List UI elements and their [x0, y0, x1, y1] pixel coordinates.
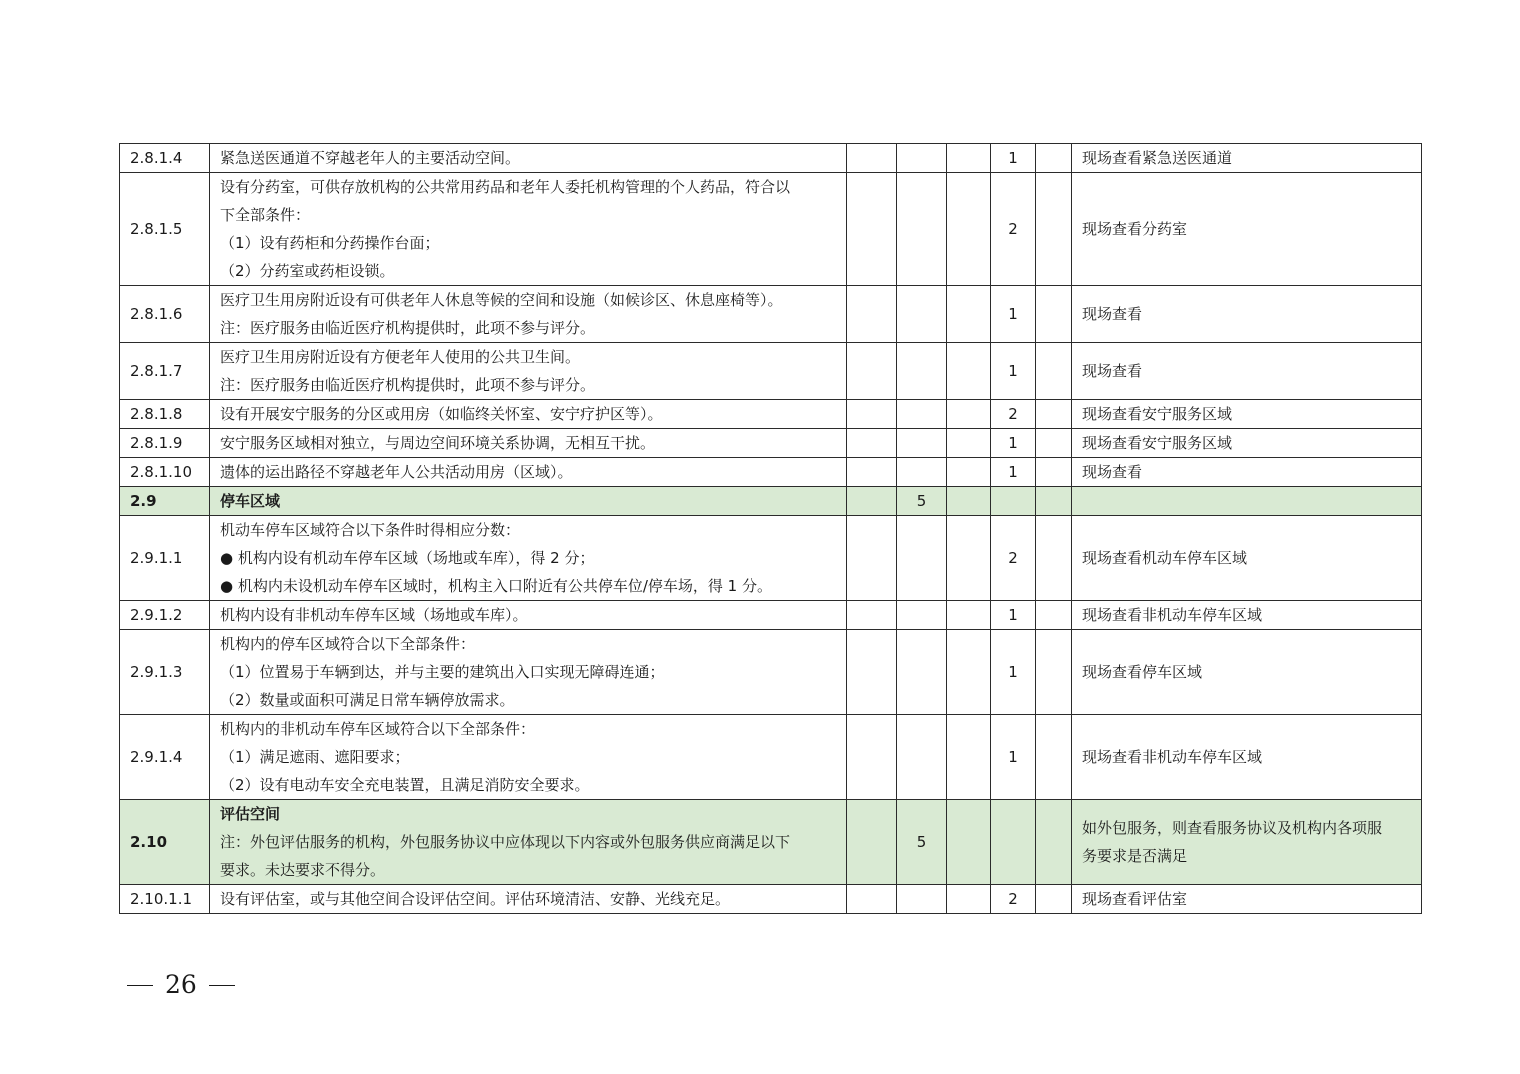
- method-line: 现场查看非机动车停车区域: [1082, 606, 1263, 624]
- item-code: 2.9.1.4: [120, 715, 210, 800]
- score-cell: [947, 173, 991, 286]
- score-cell: [847, 429, 897, 458]
- description-line: ● 机构内设有机动车停车区域（场地或车库），得 2 分；: [220, 549, 595, 567]
- description-line: 机构内的停车区域符合以下全部条件：: [220, 635, 476, 653]
- method-line: 现场查看紧急送医通道: [1082, 149, 1233, 167]
- score-cell: [947, 516, 991, 601]
- item-code: 2.8.1.5: [120, 173, 210, 286]
- score-cell: [847, 286, 897, 343]
- item-score: 2: [991, 173, 1036, 286]
- item-code: 2.8.1.10: [120, 458, 210, 487]
- description-line: 注：医疗服务由临近医疗机构提供时，此项不参与评分。: [220, 319, 596, 337]
- score-cell: [1036, 715, 1072, 800]
- score-cell: [1036, 144, 1072, 173]
- score-cell: [1036, 400, 1072, 429]
- item-description: [210, 286, 847, 343]
- score-cell: [947, 400, 991, 429]
- description-line: 要求。未达要求不得分。: [220, 861, 386, 879]
- score-cell: [1036, 458, 1072, 487]
- item-score: 2: [991, 885, 1036, 914]
- section-title: 评估空间: [220, 805, 281, 823]
- assessment-method: [1072, 173, 1422, 286]
- section-score: 5: [897, 487, 947, 516]
- description-line: 遗体的运出路径不穿越老年人公共活动用房（区域）。: [220, 463, 573, 481]
- item-description: [210, 885, 847, 914]
- description-line: 机构内设有非机动车停车区域（场地或车库）。: [220, 606, 528, 624]
- description-line: （2）数量或面积可满足日常车辆停放需求。: [220, 691, 515, 709]
- page-number-dash-right: [209, 985, 235, 986]
- score-cell: [947, 885, 991, 914]
- section-score: [897, 630, 947, 715]
- description-line: 注：医疗服务由临近医疗机构提供时，此项不参与评分。: [220, 376, 596, 394]
- table-row: [120, 144, 1422, 173]
- score-cell: [947, 630, 991, 715]
- table-row: [120, 343, 1422, 400]
- item-description: [210, 630, 847, 715]
- score-cell: [947, 144, 991, 173]
- section-score: [897, 458, 947, 487]
- item-description: [210, 429, 847, 458]
- method-line: 现场查看: [1082, 463, 1143, 481]
- score-cell: [1036, 885, 1072, 914]
- item-description: [210, 487, 847, 516]
- item-description: [210, 400, 847, 429]
- item-score: 1: [991, 343, 1036, 400]
- item-code: 2.9: [120, 487, 210, 516]
- item-description: [210, 715, 847, 800]
- section-score: [897, 343, 947, 400]
- method-line: 现场查看非机动车停车区域: [1082, 748, 1263, 766]
- section-score: 5: [897, 800, 947, 885]
- score-cell: [847, 343, 897, 400]
- section-score: [897, 885, 947, 914]
- method-line: 现场查看机动车停车区域: [1082, 549, 1248, 567]
- assessment-method: [1072, 487, 1422, 516]
- section-title: 停车区域: [220, 492, 281, 510]
- item-code: 2.9.1.2: [120, 601, 210, 630]
- score-cell: [947, 343, 991, 400]
- description-line: 安宁服务区域相对独立，与周边空间环境关系协调，无相互干扰。: [220, 434, 656, 452]
- table-row: [120, 516, 1422, 601]
- section-score: [897, 144, 947, 173]
- score-cell: [947, 487, 991, 516]
- item-code: 2.8.1.7: [120, 343, 210, 400]
- description-line: （1）满足遮雨、遮阳要求；: [220, 748, 410, 766]
- assessment-method: [1072, 715, 1422, 800]
- table-row: [120, 286, 1422, 343]
- score-cell: [1036, 343, 1072, 400]
- description-line: 医疗卫生用房附近设有可供老年人休息等候的空间和设施（如候诊区、休息座椅等）。: [220, 291, 783, 309]
- section-score: [897, 601, 947, 630]
- item-score: [991, 487, 1036, 516]
- item-score: 1: [991, 458, 1036, 487]
- score-cell: [1036, 601, 1072, 630]
- table-row: [120, 173, 1422, 286]
- item-code: 2.9.1.3: [120, 630, 210, 715]
- item-score: [991, 800, 1036, 885]
- assessment-method: [1072, 800, 1422, 885]
- description-line: （1）设有药柜和分药操作台面；: [220, 234, 440, 252]
- section-score: [897, 516, 947, 601]
- score-cell: [847, 630, 897, 715]
- assessment-method: [1072, 286, 1422, 343]
- item-description: [210, 343, 847, 400]
- assessment-method: [1072, 630, 1422, 715]
- assessment-method: [1072, 885, 1422, 914]
- score-cell: [847, 601, 897, 630]
- score-cell: [947, 715, 991, 800]
- table-row: [120, 601, 1422, 630]
- score-cell: [947, 458, 991, 487]
- assessment-method: [1072, 601, 1422, 630]
- method-line: 务要求是否满足: [1082, 847, 1188, 865]
- score-cell: [947, 429, 991, 458]
- item-description: [210, 458, 847, 487]
- assessment-method: [1072, 400, 1422, 429]
- evaluation-table: [119, 143, 1422, 914]
- description-line: （2）设有电动车安全充电装置，且满足消防安全要求。: [220, 776, 590, 794]
- score-cell: [847, 458, 897, 487]
- score-cell: [947, 286, 991, 343]
- score-cell: [847, 400, 897, 429]
- method-line: 现场查看: [1082, 362, 1143, 380]
- item-code: 2.8.1.4: [120, 144, 210, 173]
- score-cell: [847, 144, 897, 173]
- item-description: [210, 144, 847, 173]
- item-description: [210, 173, 847, 286]
- score-cell: [847, 173, 897, 286]
- item-description: [210, 601, 847, 630]
- assessment-method: [1072, 343, 1422, 400]
- section-row: [120, 800, 1422, 885]
- score-cell: [1036, 173, 1072, 286]
- score-cell: [1036, 429, 1072, 458]
- score-cell: [847, 885, 897, 914]
- score-cell: [1036, 516, 1072, 601]
- table-row: [120, 630, 1422, 715]
- section-score: [897, 429, 947, 458]
- assessment-method: [1072, 458, 1422, 487]
- score-cell: [1036, 630, 1072, 715]
- score-cell: [947, 601, 991, 630]
- description-line: 医疗卫生用房附近设有方便老年人使用的公共卫生间。: [220, 348, 581, 366]
- item-score: 1: [991, 630, 1036, 715]
- description-line: 设有开展安宁服务的分区或用房（如临终关怀室、安宁疗护区等）。: [220, 405, 663, 423]
- score-cell: [947, 800, 991, 885]
- description-line: 机动车停车区域符合以下条件时得相应分数：: [220, 521, 521, 539]
- table-row: [120, 885, 1422, 914]
- assessment-method: [1072, 429, 1422, 458]
- description-line: （1）位置易于车辆到达，并与主要的建筑出入口实现无障碍连通；: [220, 663, 665, 681]
- item-code: 2.10.1.1: [120, 885, 210, 914]
- method-line: 现场查看评估室: [1082, 890, 1188, 908]
- score-cell: [847, 715, 897, 800]
- score-cell: [1036, 487, 1072, 516]
- section-score: [897, 400, 947, 429]
- description-line: 下全部条件：: [220, 206, 311, 224]
- item-code: 2.8.1.6: [120, 286, 210, 343]
- item-score: 2: [991, 516, 1036, 601]
- table-body: [120, 144, 1422, 914]
- item-score: 1: [991, 601, 1036, 630]
- item-description: [210, 516, 847, 601]
- score-cell: [847, 800, 897, 885]
- method-line: 现场查看停车区域: [1082, 663, 1203, 681]
- item-score: 1: [991, 715, 1036, 800]
- item-code: 2.8.1.8: [120, 400, 210, 429]
- section-score: [897, 173, 947, 286]
- section-row: [120, 487, 1422, 516]
- method-line: 现场查看: [1082, 305, 1143, 323]
- page-number-value: 26: [165, 970, 197, 999]
- section-score: [897, 286, 947, 343]
- method-line: 现场查看分药室: [1082, 220, 1188, 238]
- score-cell: [1036, 800, 1072, 885]
- item-score: 2: [991, 400, 1036, 429]
- page-number-dash-left: [127, 985, 153, 986]
- item-code: 2.9.1.1: [120, 516, 210, 601]
- method-line: 现场查看安宁服务区域: [1082, 405, 1233, 423]
- assessment-method: [1072, 144, 1422, 173]
- method-line: 现场查看安宁服务区域: [1082, 434, 1233, 452]
- table-row: [120, 715, 1422, 800]
- page-number: [127, 968, 235, 1002]
- score-cell: [1036, 286, 1072, 343]
- description-line: 注：外包评估服务的机构，外包服务协议中应体现以下内容或外包服务供应商满足以下: [220, 833, 791, 851]
- section-score: [897, 715, 947, 800]
- item-code: 2.10: [120, 800, 210, 885]
- table-row: [120, 400, 1422, 429]
- item-code: 2.8.1.9: [120, 429, 210, 458]
- item-description: [210, 800, 847, 885]
- description-line: ● 机构内未设机动车停车区域时，机构主入口附近有公共停车位/停车场，得 1 分。: [220, 577, 772, 595]
- item-score: 1: [991, 144, 1036, 173]
- description-line: 设有评估室，或与其他空间合设评估空间。评估环境清洁、安静、光线充足。: [220, 890, 731, 908]
- description-line: 设有分药室，可供存放机构的公共常用药品和老年人委托机构管理的个人药品，符合以: [220, 178, 791, 196]
- table-row: [120, 429, 1422, 458]
- description-line: 紧急送医通道不穿越老年人的主要活动空间。: [220, 149, 521, 167]
- score-cell: [847, 487, 897, 516]
- method-line: 如外包服务，则查看服务协议及机构内各项服: [1082, 819, 1383, 837]
- description-line: （2）分药室或药柜设锁。: [220, 262, 395, 280]
- item-score: 1: [991, 286, 1036, 343]
- assessment-method: [1072, 516, 1422, 601]
- table-row: [120, 458, 1422, 487]
- item-score: 1: [991, 429, 1036, 458]
- description-line: 机构内的非机动车停车区域符合以下全部条件：: [220, 720, 536, 738]
- score-cell: [847, 516, 897, 601]
